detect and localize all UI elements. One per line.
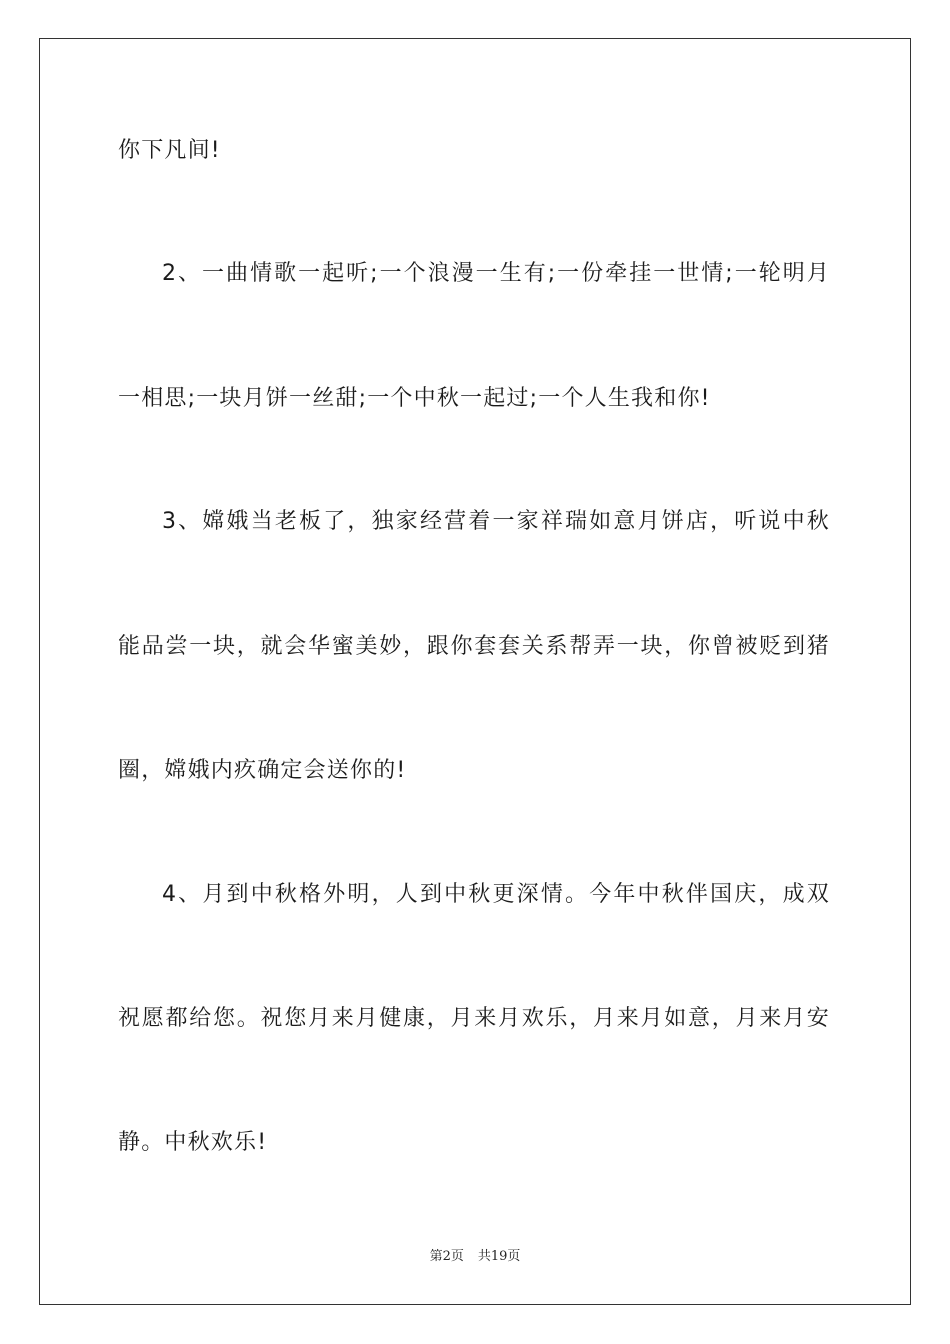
text-line: 能品尝一块，就会华蜜美妙，跟你套套关系帮弄一块，你曾被贬到猪: [118, 634, 830, 659]
text-line: 圈，嫦娥内疚确定会送你的!: [118, 758, 407, 783]
page-total: 共19页: [477, 1249, 521, 1264]
page-number: 第2页: [429, 1249, 464, 1264]
page-footer: [0, 1248, 950, 1266]
text-line: 静。中秋欢乐!: [118, 1130, 268, 1155]
text-line: 你下凡间!: [118, 138, 221, 163]
text-line: 3、嫦娥当老板了，独家经营着一家祥瑞如意月饼店，听说中秋: [162, 509, 830, 534]
page-border: [39, 38, 911, 1305]
text-line: 祝愿都给您。祝您月来月健康，月来月欢乐，月来月如意，月来月安: [118, 1006, 830, 1031]
text-line: 2、一曲情歌一起听;一个浪漫一生有;一份牵挂一世情;一轮明月: [162, 261, 830, 286]
text-line: 一相思;一块月饼一丝甜;一个中秋一起过;一个人生我和你!: [118, 386, 711, 411]
text-line: 4、月到中秋格外明，人到中秋更深情。今年中秋伴国庆，成双: [162, 882, 830, 907]
